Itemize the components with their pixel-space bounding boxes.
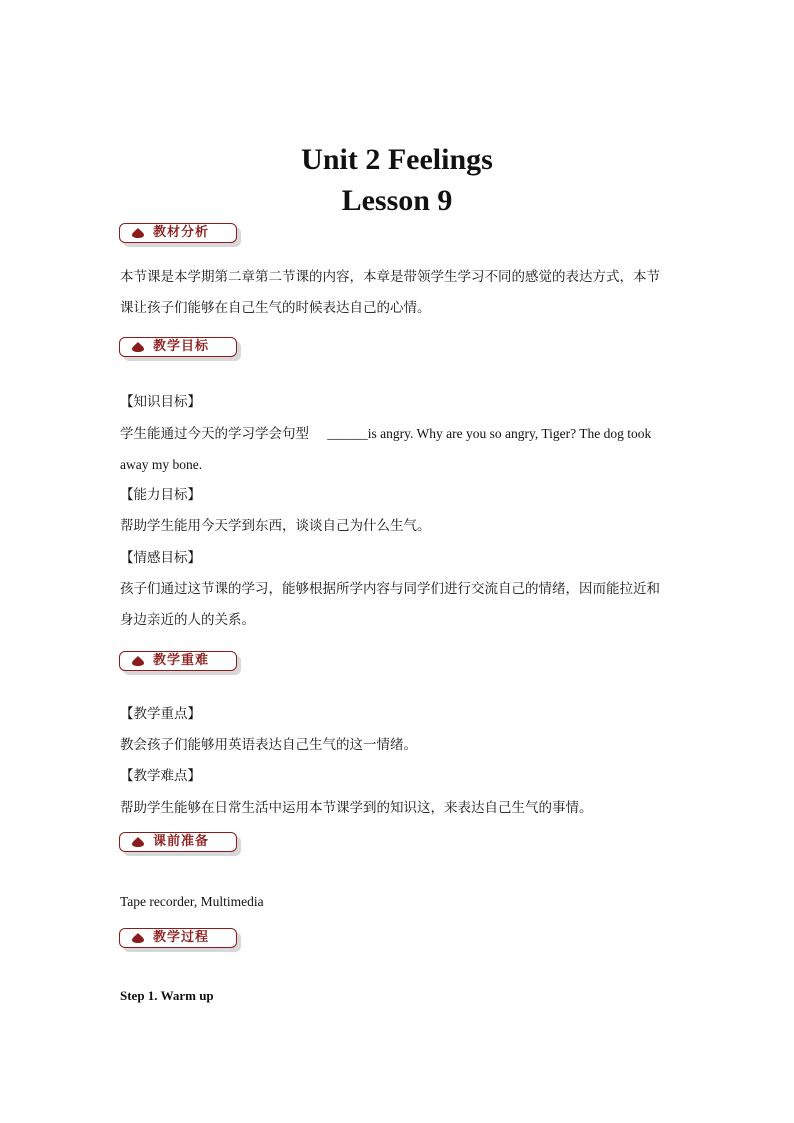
lotus-icon: [132, 837, 144, 847]
section-label: 教学重难: [153, 653, 210, 668]
lotus-icon: [132, 228, 144, 238]
emotion-line-2: 身边亲近的人的关系。: [120, 612, 255, 628]
key-heading: 【教学重点】: [120, 706, 201, 722]
prep-text: Tape recorder, Multimedia: [120, 894, 264, 909]
difficulty-text: 帮助学生能够在日常生活中运用本节课学到的知识这，来表达自己生气的事情。: [120, 800, 593, 816]
lotus-icon: [132, 933, 144, 943]
key-text: 教会孩子们能够用英语表达自己生气的这一情绪。: [120, 737, 417, 753]
section-label: 教材分析: [153, 225, 210, 240]
difficulty-heading: 【教学难点】: [120, 768, 201, 784]
knowledge-line-1-en: ______is angry. Why are you so angry, Tiger? The dog took: [327, 426, 652, 441]
lotus-icon: [132, 656, 144, 666]
step-1-heading: Step 1. Warm up: [120, 988, 214, 1003]
section-badge-goals: [119, 337, 245, 363]
analysis-line-2: 课让孩子们能够在自己生气的时候表达自己的心情。: [120, 300, 431, 316]
knowledge-heading: 【知识目标】: [120, 394, 201, 410]
knowledge-line-1: [120, 418, 680, 450]
section-badge-process: [119, 928, 245, 954]
ability-text: 帮助学生能用今天学到东西，谈谈自己为什么生气。: [120, 518, 431, 534]
section-label: 教学目标: [153, 339, 210, 354]
section-badge-prep: [119, 832, 245, 858]
knowledge-line-1-cn: 学生能通过今天的学习学会句型: [120, 426, 309, 442]
section-badge-analysis: [119, 223, 245, 249]
document-subtitle: Lesson 9: [341, 184, 453, 217]
document-title: Unit 2 Feelings: [301, 143, 493, 176]
section-badge-keypoints: [119, 651, 245, 677]
analysis-line-1: 本节课是本学期第二章第二节课的内容，本章是带领学生学习不同的感觉的表达方式，本节: [120, 269, 660, 285]
section-label: 课前准备: [153, 834, 210, 849]
knowledge-line-2: away my bone.: [120, 457, 203, 472]
ability-heading: 【能力目标】: [120, 487, 201, 503]
emotion-heading: 【情感目标】: [120, 550, 201, 566]
section-label: 教学过程: [153, 930, 210, 945]
lotus-icon: [132, 342, 144, 352]
emotion-line-1: 孩子们通过这节课的学习，能够根据所学内容与同学们进行交流自己的情绪，因而能拉近和: [120, 581, 660, 597]
